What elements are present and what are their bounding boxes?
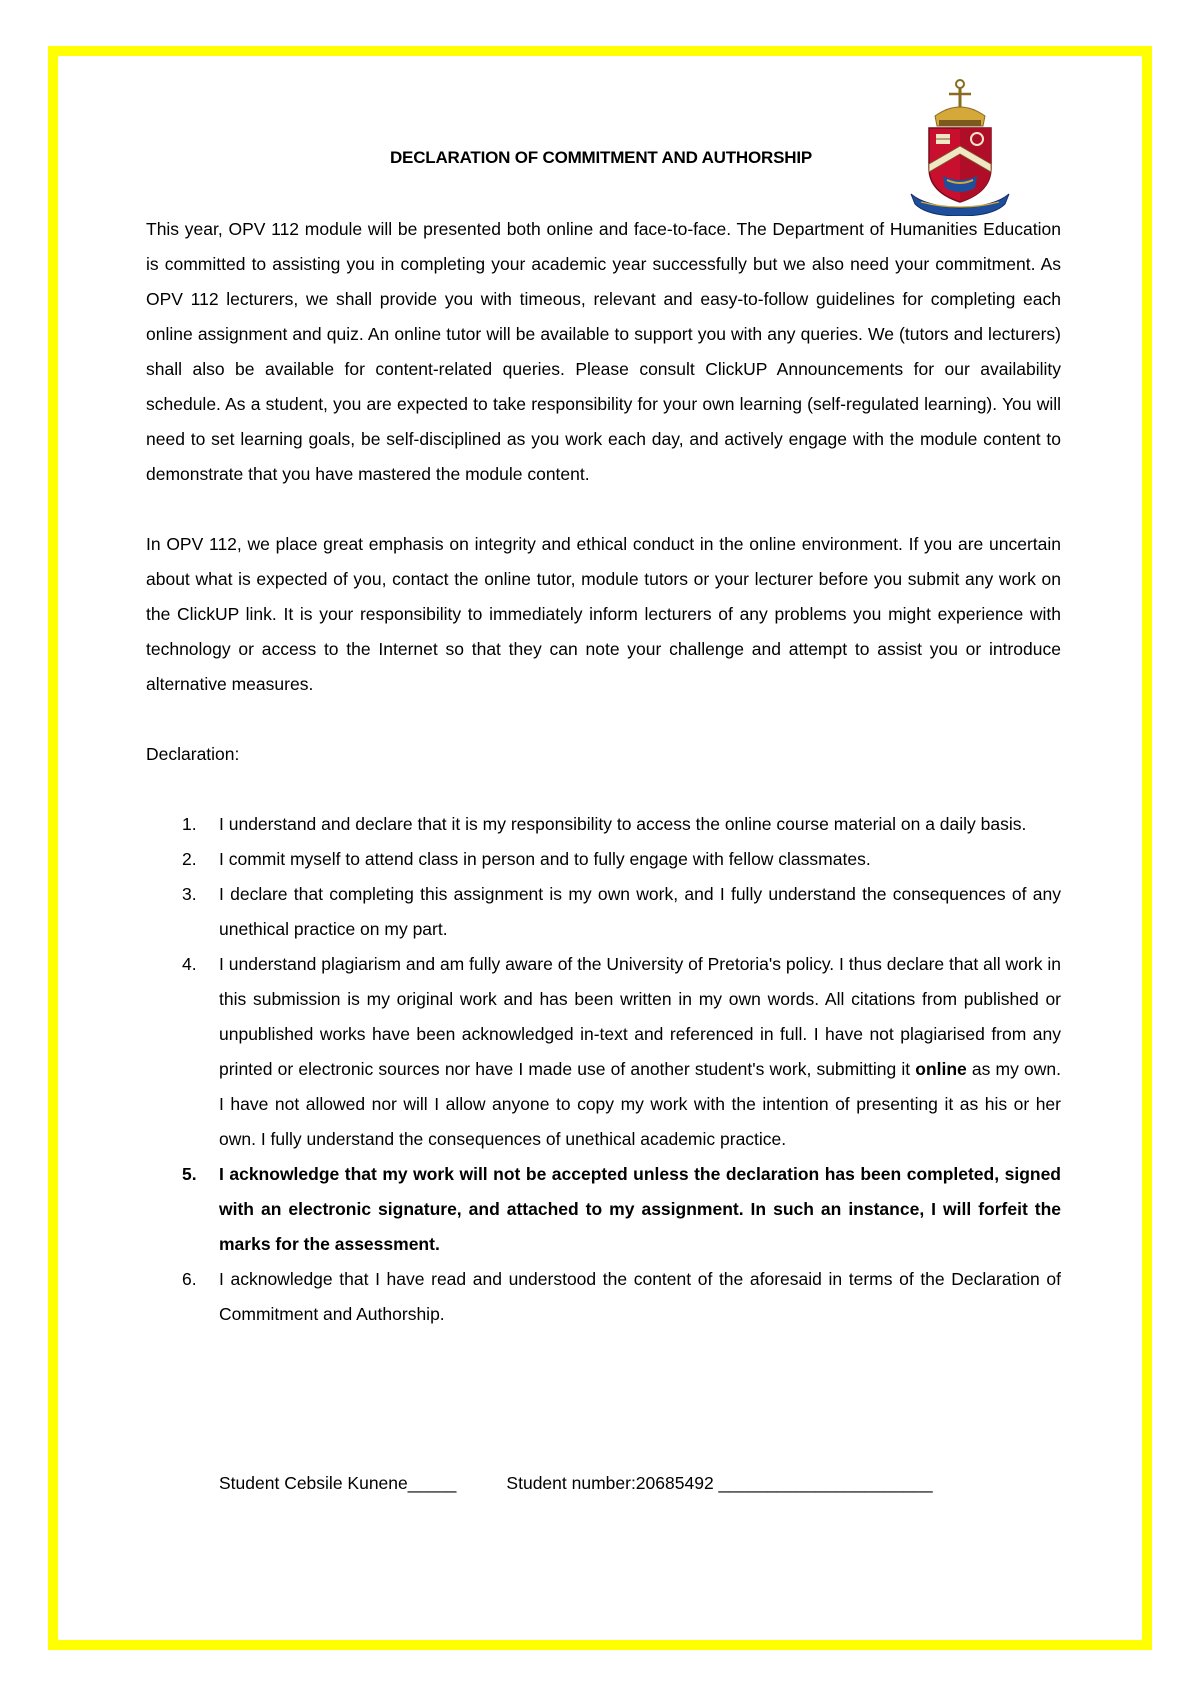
university-crest-logo: [905, 76, 1015, 216]
item-text: I acknowledge that I have read and understood the content of the aforesaid in terms of the Declaration of Commitment and Authorship.: [219, 1269, 1061, 1324]
item-text-before: I understand plagiarism and am fully aware of the University of Pretoria's policy. I thus declare that all work in this submission is my original work and has been written in my own words. All citations from published or unpublished works have been acknowledged in-text and referenced in full. I have not plagiarised from any printed or electronic sources nor have I made use of another student's work, submitting it: [219, 954, 1061, 1079]
student-number-field[interactable]: Student number:20685492 ______________________: [506, 1473, 933, 1493]
item-number: 1.: [182, 814, 197, 834]
item-number: 4.: [182, 954, 197, 974]
declaration-item-emphasized: [146, 1157, 1061, 1262]
item-text-emphasis: online: [915, 1059, 967, 1079]
student-name-field[interactable]: Student Cebsile Kunene_____: [219, 1473, 457, 1493]
declaration-label: Declaration:: [146, 744, 240, 764]
item-number: 3.: [182, 884, 197, 904]
item-text: I declare that completing this assignment is my own work, and I fully understand the consequences of any unethical practice on my part.: [219, 884, 1061, 939]
declaration-item: [146, 842, 1061, 877]
document-body: [146, 212, 1061, 1332]
integrity-paragraph: In OPV 112, we place great emphasis on integrity and ethical conduct in the online environment. If you are uncertain about what is expected of you, contact the online tutor, module tutors or your lecturer before you submit any work on the ClickUP link. It is your responsibility to immediately inform lecturers of any problems you might experience with technology or access to the Internet so that they can note your challenge and attempt to assist you or introduce alternative measures.: [146, 534, 1061, 694]
document-title: DECLARATION OF COMMITMENT AND AUTHORSHIP: [389, 148, 812, 167]
declaration-item: [146, 807, 1061, 842]
item-number: 6.: [182, 1269, 197, 1289]
declaration-item: [146, 877, 1061, 947]
declaration-list: [146, 807, 1061, 1332]
intro-paragraph: This year, OPV 112 module will be presented both online and face-to-face. The Department of Humanities Education is committed to assisting you in completing your academic year successfully but we also need your commitment. As OPV 112 lecturers, we shall provide you with timeous, relevant and easy-to-follow guidelines for completing each online assignment and quiz. An online tutor will be available to support you with any queries. We (tutors and lecturers) shall also be available for content-related queries. Please consult ClickUP Announcements for our availability schedule. As a student, you are expected to take responsibility for your own learning (self-regulated learning). You will need to set learning goals, be self-disciplined as you work each day, and actively engage with the module content to demonstrate that you have mastered the module content.: [146, 219, 1061, 484]
item-text: I commit myself to attend class in person and to fully engage with fellow classmates.: [219, 849, 871, 869]
item-text-after: as my own. I have not allowed nor will I allow anyone to copy my work with the intention of presenting it as his or her own. I fully understand the consequences of unethical academic practice.: [219, 1059, 1061, 1149]
item-number: 5.: [182, 1164, 197, 1184]
declaration-item: [146, 1262, 1061, 1332]
declaration-item: [146, 947, 1061, 1157]
item-number: 2.: [182, 849, 197, 869]
signature-row: [219, 1473, 933, 1494]
item-text: I acknowledge that my work will not be accepted unless the declaration has been completed, signed with an electronic signature, and attached to my assignment. In such an instance, I will forfeit the marks for the assessment.: [219, 1164, 1061, 1254]
item-text: I understand and declare that it is my responsibility to access the online course material on a daily basis.: [219, 814, 1027, 834]
